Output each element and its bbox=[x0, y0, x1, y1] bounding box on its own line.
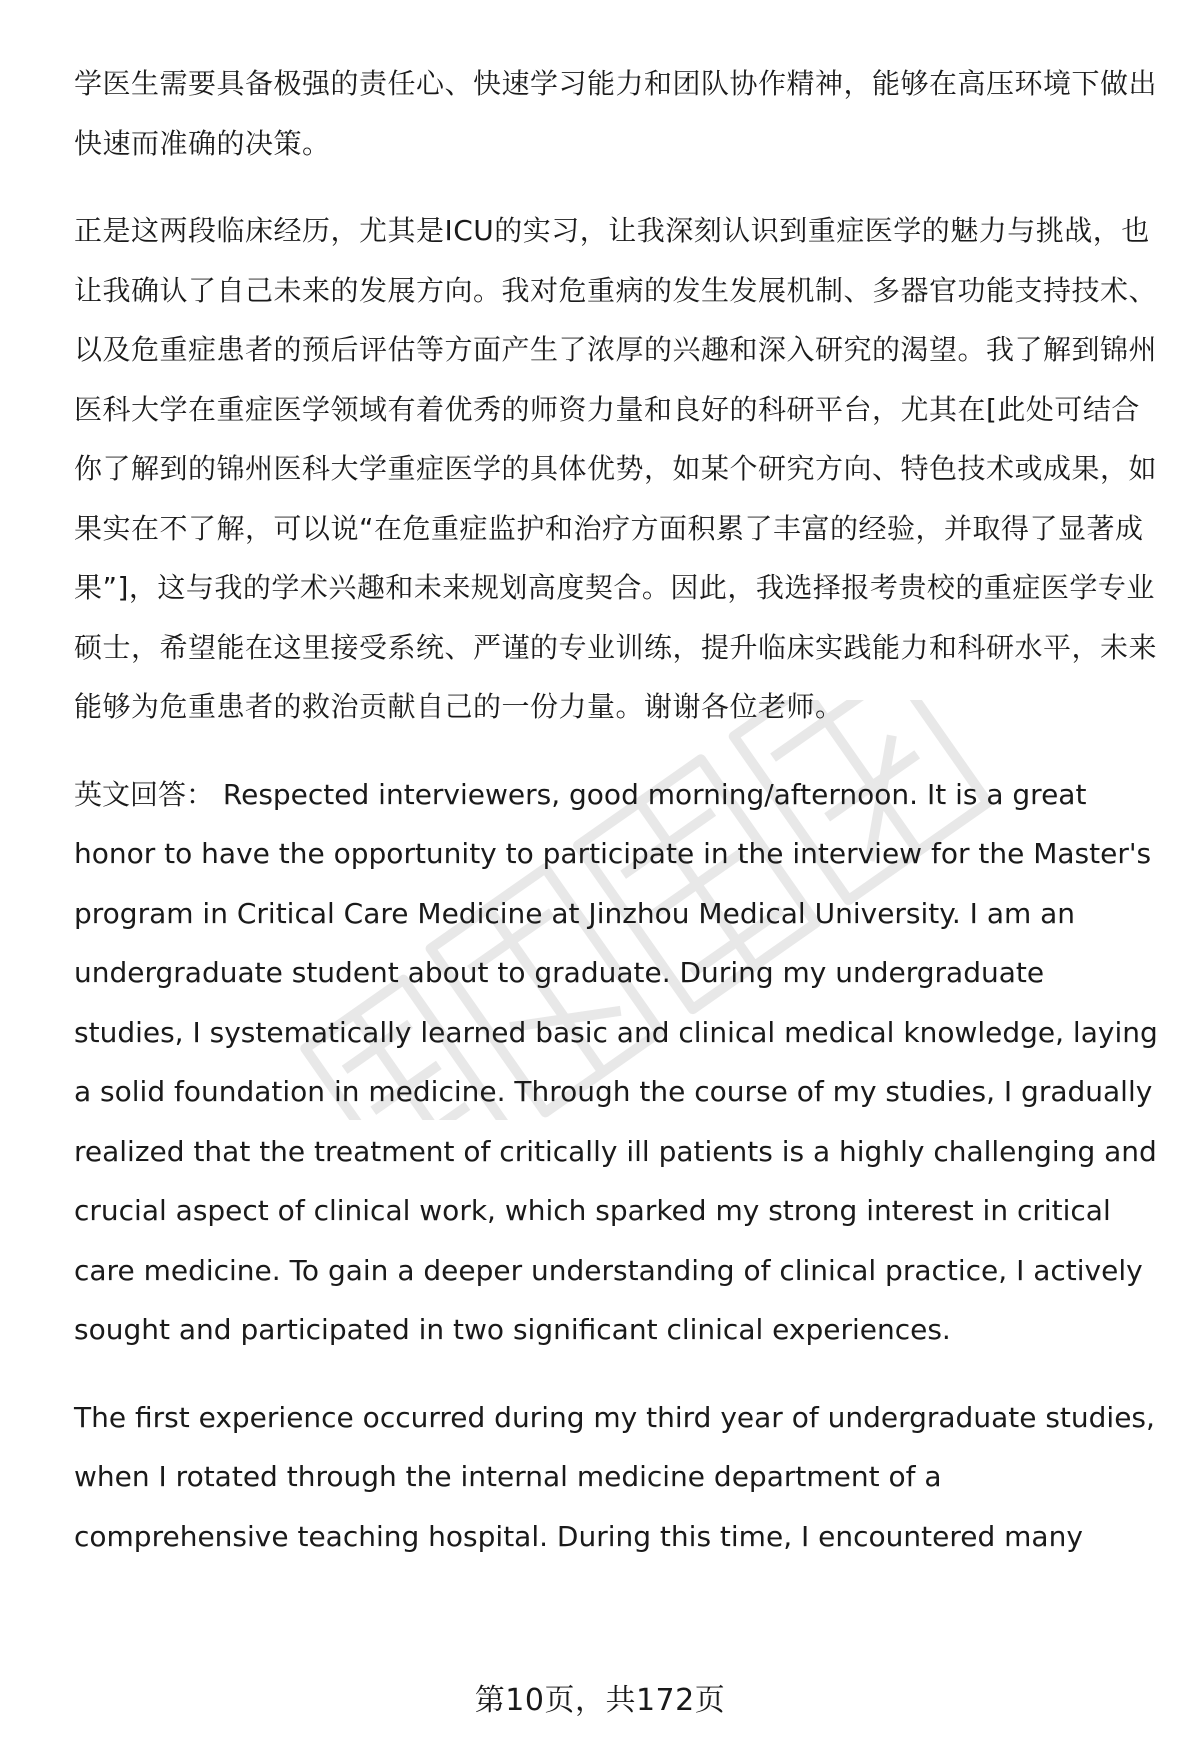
page-number-footer: 第10页，共172页 bbox=[474, 1683, 726, 1718]
paragraph-english-answer: 英文回答： Respected interviewers, good morning/afternoon. It is a great honor to have the opportunity to participate in the interview for the Master's program in Critical Care Medicine at Jinzhou Medical University. I am an undergraduate student about to graduate. During my undergraduate studies, I systematically learned basic and clinical medical knowledge, laying a solid foundation in medicine. Through the course of my studies, I gradually realized that the treatment of critically ill patients is a highly challenging and crucial aspect of clinical work, which sparked my strong interest in critical care medicine. To gain a deeper understanding of clinical practice, I actively sought and participated in two significant clinical experiences. bbox=[74, 777, 1158, 1346]
paragraph-clinical-motivation: 正是这两段临床经历，尤其是ICU的实习，让我深刻认识到重症医学的魅力与挑战，也让我确认了自己未来的发展方向。我对危重病的发生发展机制、多器官功能支持技术、以及危重症患者的预后评估等方面产生了浓厚的兴趣和深入研究的渴望。我了解到锦州医科大学在重症医学领域有着优秀的师资力量和良好的科研平台，尤其在[此处可结合你了解到的锦州医科大学重症医学的具体优势，如某个研究方向、特色技术或成果，如果实在不了解，可以说“在危重症监护和治疗方面积累了丰富的经验，并取得了显著成果”]，这与我的学术兴趣和未来规划高度契合。因此，我选择报考贵校的重症医学专业硕士，希望能在这里接受系统、严谨的专业训练，提升临床实践能力和科研水平，未来能够为危重患者的救治贡献自己的一份力量。谢谢各位老师。 bbox=[74, 214, 1158, 723]
paragraph-intro-end: 学医生需要具备极强的责任心、快速学习能力和团队协作精神，能够在高压环境下做出快速而准确的决策。 bbox=[74, 67, 1158, 160]
paragraph-first-experience: The first experience occurred during my third year of undergraduate studies, when I rotated through the internal medicine department of a comprehensive teaching hospital. During this time, I encountered many bbox=[74, 1400, 1155, 1553]
document-body bbox=[74, 54, 1162, 1594]
